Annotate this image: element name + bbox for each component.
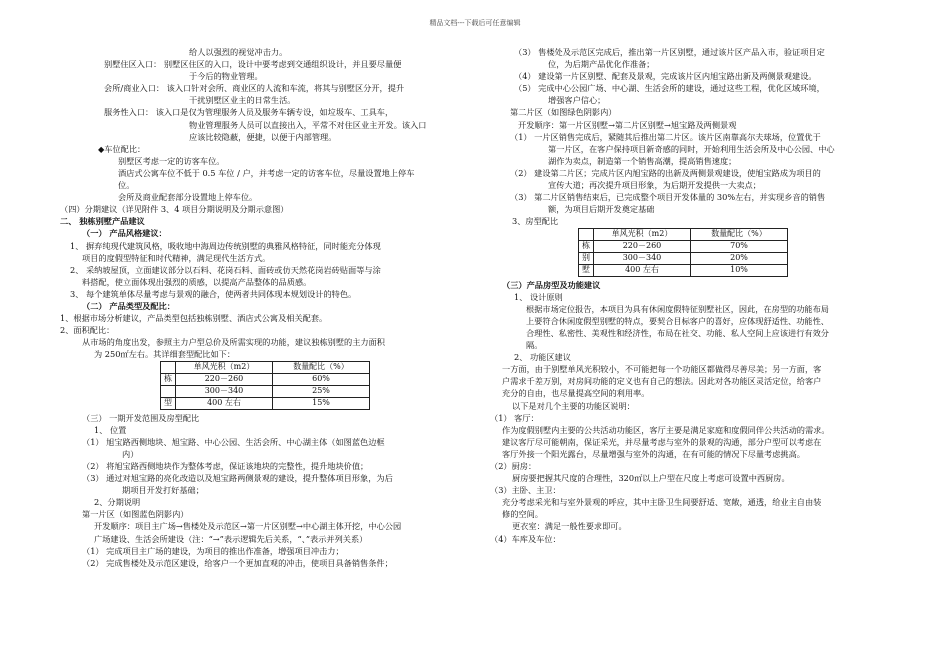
text-line: 给人以强烈的视觉冲击力。: [189, 47, 288, 57]
text-line: 充分考虑采光和与室外景观的呼应，其中主卧卫生间要舒适、宽敞，通透，给业主自由装: [502, 497, 822, 508]
table-cell: 墅: [579, 264, 594, 276]
text-line: 项目的度假型特征和时代精神，满足现代生活方式。: [82, 252, 271, 263]
table-cell: 400 左右: [594, 264, 691, 276]
text-line: 增强客户信心；: [548, 95, 606, 106]
table-cell: 10%: [691, 264, 788, 276]
right-text-block-a: [490, 46, 890, 227]
table-cell: 数量配比（%）: [273, 362, 370, 374]
table-row: [579, 253, 788, 265]
text-line: 酒店式公寓车位不低于 0.5 车位 / 户，并考虑一定的访客车位，尽量设置地上停车: [118, 167, 415, 178]
text-line: （2）厨房：: [490, 461, 537, 471]
table-cell: 220－260: [176, 374, 273, 386]
text-line: （4） 建设第一片区别墅、配套及景观，完成该片区内旭宝路出新及两侧景观建设。: [514, 71, 817, 82]
text-line: 1、 位置: [94, 424, 127, 435]
right-text-block-b: [490, 279, 890, 545]
text-line: 一方面，由于别墅单风光积较小，不可能把每一个功能区都做得尽善尽美；另一方面，客: [502, 364, 822, 375]
table-cell: [579, 229, 594, 241]
text-line: 别墅区考虑一定的访客车位。: [118, 155, 225, 166]
text-line: 以下是对几个主要的功能区说明：: [512, 400, 635, 411]
text-line: 开发顺序：项目主广场→售楼处及示范区→第一片区别墅→中心湖主体开挖，中心公园: [94, 521, 402, 532]
left-text-block-b: [60, 412, 465, 569]
table-cell: 单风光积（m2）: [594, 229, 691, 241]
text-line: 隔。: [526, 340, 543, 351]
text-line: 户需求千差万别，对房间功能的定义也有自己的想法。因此对各功能区灵活定位，给客户: [502, 376, 822, 387]
table-cell: 300－340: [594, 253, 691, 265]
text-line: 广场建设、生活会所建设（注：“→”表示逻辑先后关系，“、”表示并列关系）: [94, 533, 368, 544]
table-row: [161, 386, 370, 398]
text-line: 期项目开发打好基础；: [122, 485, 204, 496]
text-line: （一） 产品风格建议：: [82, 228, 167, 239]
text-line: 根据市场定位报告，本项目为具有休闲度假特征别墅社区，因此，在房型的功能布局: [526, 303, 829, 314]
text-line: （2） 将旭宝路西侧地块作为整体考虑，保证该地块的完整性，提升地块价值；: [82, 461, 369, 471]
text-line: 第一片区，在客户保持项目新奇感的同时，开始利用生活会所及中心公园、中心: [548, 143, 835, 154]
text-line: 客厅外接一个阳光露台，尽量增强与室外的沟通，在有可能的情况下尽量考虑挑高。: [502, 448, 805, 459]
left-text-block-a: [60, 46, 465, 360]
table-cell: [161, 362, 176, 374]
table-header-row: [161, 362, 370, 374]
text-line: 会所及商业配套部分设置地上停车位。: [118, 192, 258, 203]
text-line: （3） 通过对旭宝路的亮化改造以及旭宝路两侧景观的建设，提升整体项目形象，为后: [82, 473, 393, 484]
text-line: 3、 每个建筑单体尽量考虑与景观的融合，使两者共同体现本规划设计的特色。: [70, 288, 357, 299]
text-line: 3、房型配比: [512, 216, 559, 227]
text-line: 应该比较隐蔽，便捷，以便于内部管理。: [189, 131, 337, 142]
text-line: 更衣室：满足一般性要求即可。: [512, 521, 627, 532]
text-line: 建议客厅尽可能朝南，保证采光，并尽量考虑与室外的景观的沟通，部分户型可以考虑在: [502, 436, 822, 447]
text-line: 开发顺序：第一片区别墅→第二片区别墅→旭宝路及两侧景观: [518, 119, 737, 130]
table-cell: 20%: [691, 253, 788, 265]
right-ratio-table: [578, 228, 788, 276]
table-cell: 70%: [691, 241, 788, 253]
table-header-row: [579, 229, 788, 241]
text-line: 2、面积配比：: [60, 325, 115, 336]
table-cell: 栋: [579, 241, 594, 253]
text-line: 宣传大道；再次提升项目形象，为后期开发提供一大卖点；: [548, 180, 761, 191]
table-row: [579, 241, 788, 253]
table-cell: 60%: [273, 374, 370, 386]
text-line: 二、 独栋别墅产品建议: [60, 216, 145, 227]
text-line: 1、 设计原则: [514, 291, 563, 302]
text-line: 会所/商业入口： 该入口针对会所、商业区的人流和车流，将其与别墅区分开，提升: [104, 83, 405, 94]
text-line: 位。: [118, 180, 135, 191]
text-line: 1、根据市场分析建议，产品类型包括独栋别墅、酒店式公寓及相关配套。: [60, 313, 328, 324]
page-header-note: 精品文档---下载后可任意编辑: [429, 19, 521, 27]
table-cell: 400 左右: [176, 397, 273, 409]
table-cell: [161, 386, 176, 398]
text-line: 别墅住区入口： 别墅区住区的入口，设计中要考虑到交通组织设计，并且要尽量便: [104, 59, 402, 70]
table-row: [579, 264, 788, 276]
text-line: 作为度假别墅内主要的公共活动功能区，客厅主要是满足家庭和度假同伴公共活动的需求。: [502, 424, 830, 435]
text-line: （1） 旭宝路西侧地块、旭宝路、中心公园、生活会所、中心湖主体（如图蓝色边框: [82, 436, 385, 447]
left-ratio-table: [160, 361, 370, 409]
text-line: 为 250㎡左右。其详细套型配比如下：: [94, 349, 236, 360]
table-cell: 别: [579, 253, 594, 265]
text-line: （3） 售楼处及示范区完成后，推出第一片区别墅，通过该片区产品入市，验证项目定: [514, 47, 825, 57]
table-row: [161, 374, 370, 386]
table-cell: 300－340: [176, 386, 273, 398]
text-line: 额，为项目后期开发奠定基础: [548, 204, 655, 215]
right-column: [490, 46, 890, 545]
text-line: 物业管理服务人员可以直接出入，平常不对住区业主开发。该入口: [189, 119, 427, 130]
text-line: （二） 产品类型及配比：: [82, 300, 175, 311]
text-line: 2、 采纳坡屋顶，立面建议部分以石料、花岗石料、面砖或仿天然花岗岩砖贴面等与涂: [70, 264, 381, 275]
text-line: （四）分期建议（详见附件 3、4 项目分期说明及分期示意图）: [60, 204, 289, 215]
text-line: （2） 建设第二片区；完成片区内旭宝路的出新及两侧景观建设，使旭宝路成为项目的: [510, 167, 821, 178]
text-line: ◆车位配比：: [98, 143, 146, 154]
text-line: 第二片区（如图绿色阴影内）: [510, 107, 617, 118]
text-line: 2、 功能区建议: [514, 352, 571, 363]
table-cell: 单风光积（m2）: [176, 362, 273, 374]
text-line: （三）产品房型及功能建议: [502, 279, 601, 290]
text-line: （4）车库及车位：: [490, 533, 561, 544]
table-cell: 型: [161, 397, 176, 409]
text-line: 从市场的角度出发，参照主力户型总价及所需实现的功能，建议独栋别墅的主力面积: [82, 337, 385, 348]
text-line: 第一片区（如图蓝色阴影内）: [82, 509, 189, 520]
text-line: （3） 第二片区销售结束后，已完成整个项目开发体量的 30%左右，并实现乡音的销售: [510, 192, 826, 203]
text-line: （2） 完成售楼处及示范区建设，给客户一个更加直观的冲击，使项目具备销售条件；: [82, 557, 393, 568]
table-cell: 数量配比（%）: [691, 229, 788, 241]
table-cell: 栋: [161, 374, 176, 386]
table-cell: 220－260: [594, 241, 691, 253]
text-line: （3）主卧、主卫：: [490, 485, 561, 496]
table-row: [161, 397, 370, 409]
table-cell: 15%: [273, 397, 370, 409]
text-line: 1、 摒弃纯现代建筑风格，吸收地中海周边传统别墅的典雅风格特征，同时能充分体现: [70, 240, 381, 251]
text-line: 合理性、私密性、美观性和经济性，布局在社交、功能、私人空间上应该进行有效分: [526, 327, 829, 338]
text-line: 厨房要把握其尺度的合理性，320㎡以上户型在尺度上考虑可设置中西厨房。: [512, 473, 790, 484]
text-line: 湖作为卖点，制造第一个销售高潮，提高销售速度；: [548, 155, 737, 166]
text-line: （1） 完成项目主广场的建设，为项目的推出作准备，增强项目冲击力；: [82, 545, 344, 556]
text-line: （5） 完成中心公园广场、中心湖、生活会所的建设，通过这些工程，优化区域环境，: [514, 83, 825, 94]
text-line: 修的空间。: [502, 509, 543, 520]
text-line: （1） 客厅：: [490, 412, 539, 423]
text-line: 2、分期说明: [94, 497, 141, 508]
left-column: [60, 46, 465, 569]
text-line: 充分的自由，也尽量提高空间的利用率。: [502, 388, 650, 399]
text-line: 服务性入口： 该入口是仅为管理服务人员及服务车辆专设，如垃圾车、工具车，: [104, 107, 394, 118]
text-line: 于今后的物业管理。: [189, 71, 263, 82]
text-line: （1） 一片区销售完成后，紧随其后推出第二片区。该片区南靠高尔夫球场，位置优于: [510, 131, 821, 142]
text-line: 内）: [122, 448, 139, 459]
text-line: 干扰别墅区业主的日常生活。: [189, 95, 296, 106]
table-cell: 25%: [273, 386, 370, 398]
text-line: 上要符合休闲度假型别墅的特点，要契合目标客户的喜好，应体现舒适性、功能性、: [526, 315, 829, 326]
text-line: 料搭配，使立面体现出强烈的质感，以提高产品整体的品质感。: [82, 276, 312, 287]
text-line: （三） 一期开发范围及房型配比: [82, 412, 200, 423]
text-line: 位，为后期产品优化作准备；: [548, 59, 655, 70]
